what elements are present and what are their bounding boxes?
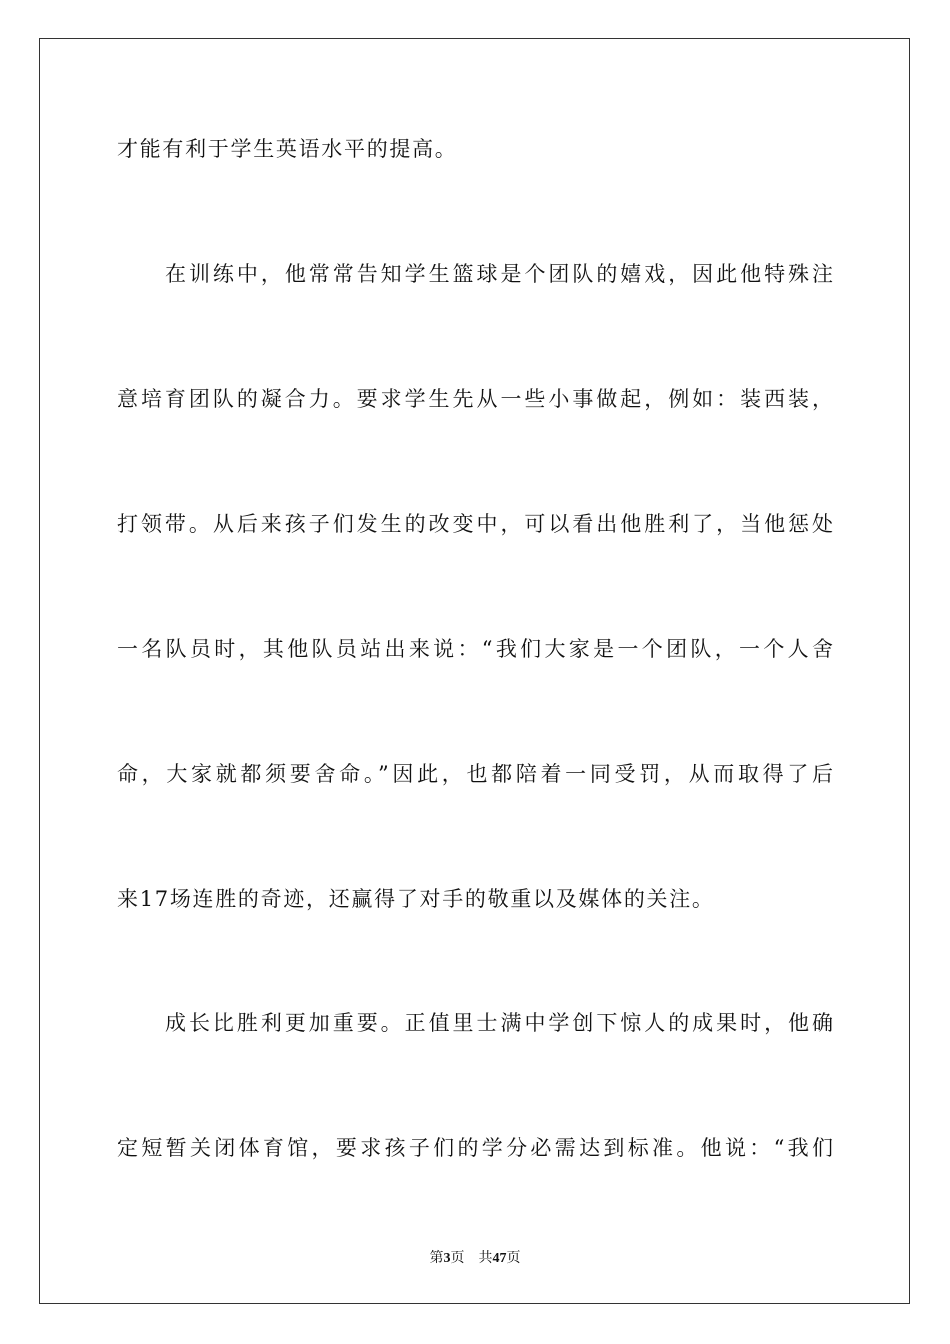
- footer-page-suffix: 页: [450, 1251, 465, 1266]
- text-line-8: 成长比胜利更加重要。正值里士满中学创下惊人的成果时，他确: [165, 1011, 833, 1035]
- text-line-5: 一名队员时，其他队员站出来说：“我们大家是一个团队，一个人舍: [117, 637, 833, 661]
- page-footer: [0, 1247, 950, 1267]
- page-border: [39, 38, 910, 1304]
- footer-total-suffix: 页: [506, 1251, 521, 1266]
- footer-page-prefix: 第: [429, 1251, 444, 1266]
- text-line-2: 在训练中，他常常告知学生篮球是个团队的嬉戏，因此他特殊注: [165, 262, 833, 286]
- text-line-6: 命，大家就都须要舍命。”因此，也都陪着一同受罚，从而取得了后: [117, 762, 833, 786]
- text-line-9: 定短暂关闭体育馆，要求孩子们的学分必需达到标准。他说：“我们: [117, 1136, 833, 1160]
- footer-total-pages: 47: [492, 1251, 507, 1266]
- text-line-1: 才能有利于学生英语水平的提高。: [117, 137, 458, 161]
- text-line-4: 打领带。从后来孩子们发生的改变中，可以看出他胜利了，当他惩处: [117, 512, 833, 536]
- text-line-7: 来17场连胜的奇迹，还赢得了对手的敬重以及媒体的关注。: [117, 887, 715, 911]
- footer-total-prefix: 共: [478, 1251, 493, 1266]
- text-line-3: 意培育团队的凝合力。要求学生先从一些小事做起，例如：装西装，: [117, 387, 833, 411]
- footer-page-number: 3: [443, 1251, 451, 1266]
